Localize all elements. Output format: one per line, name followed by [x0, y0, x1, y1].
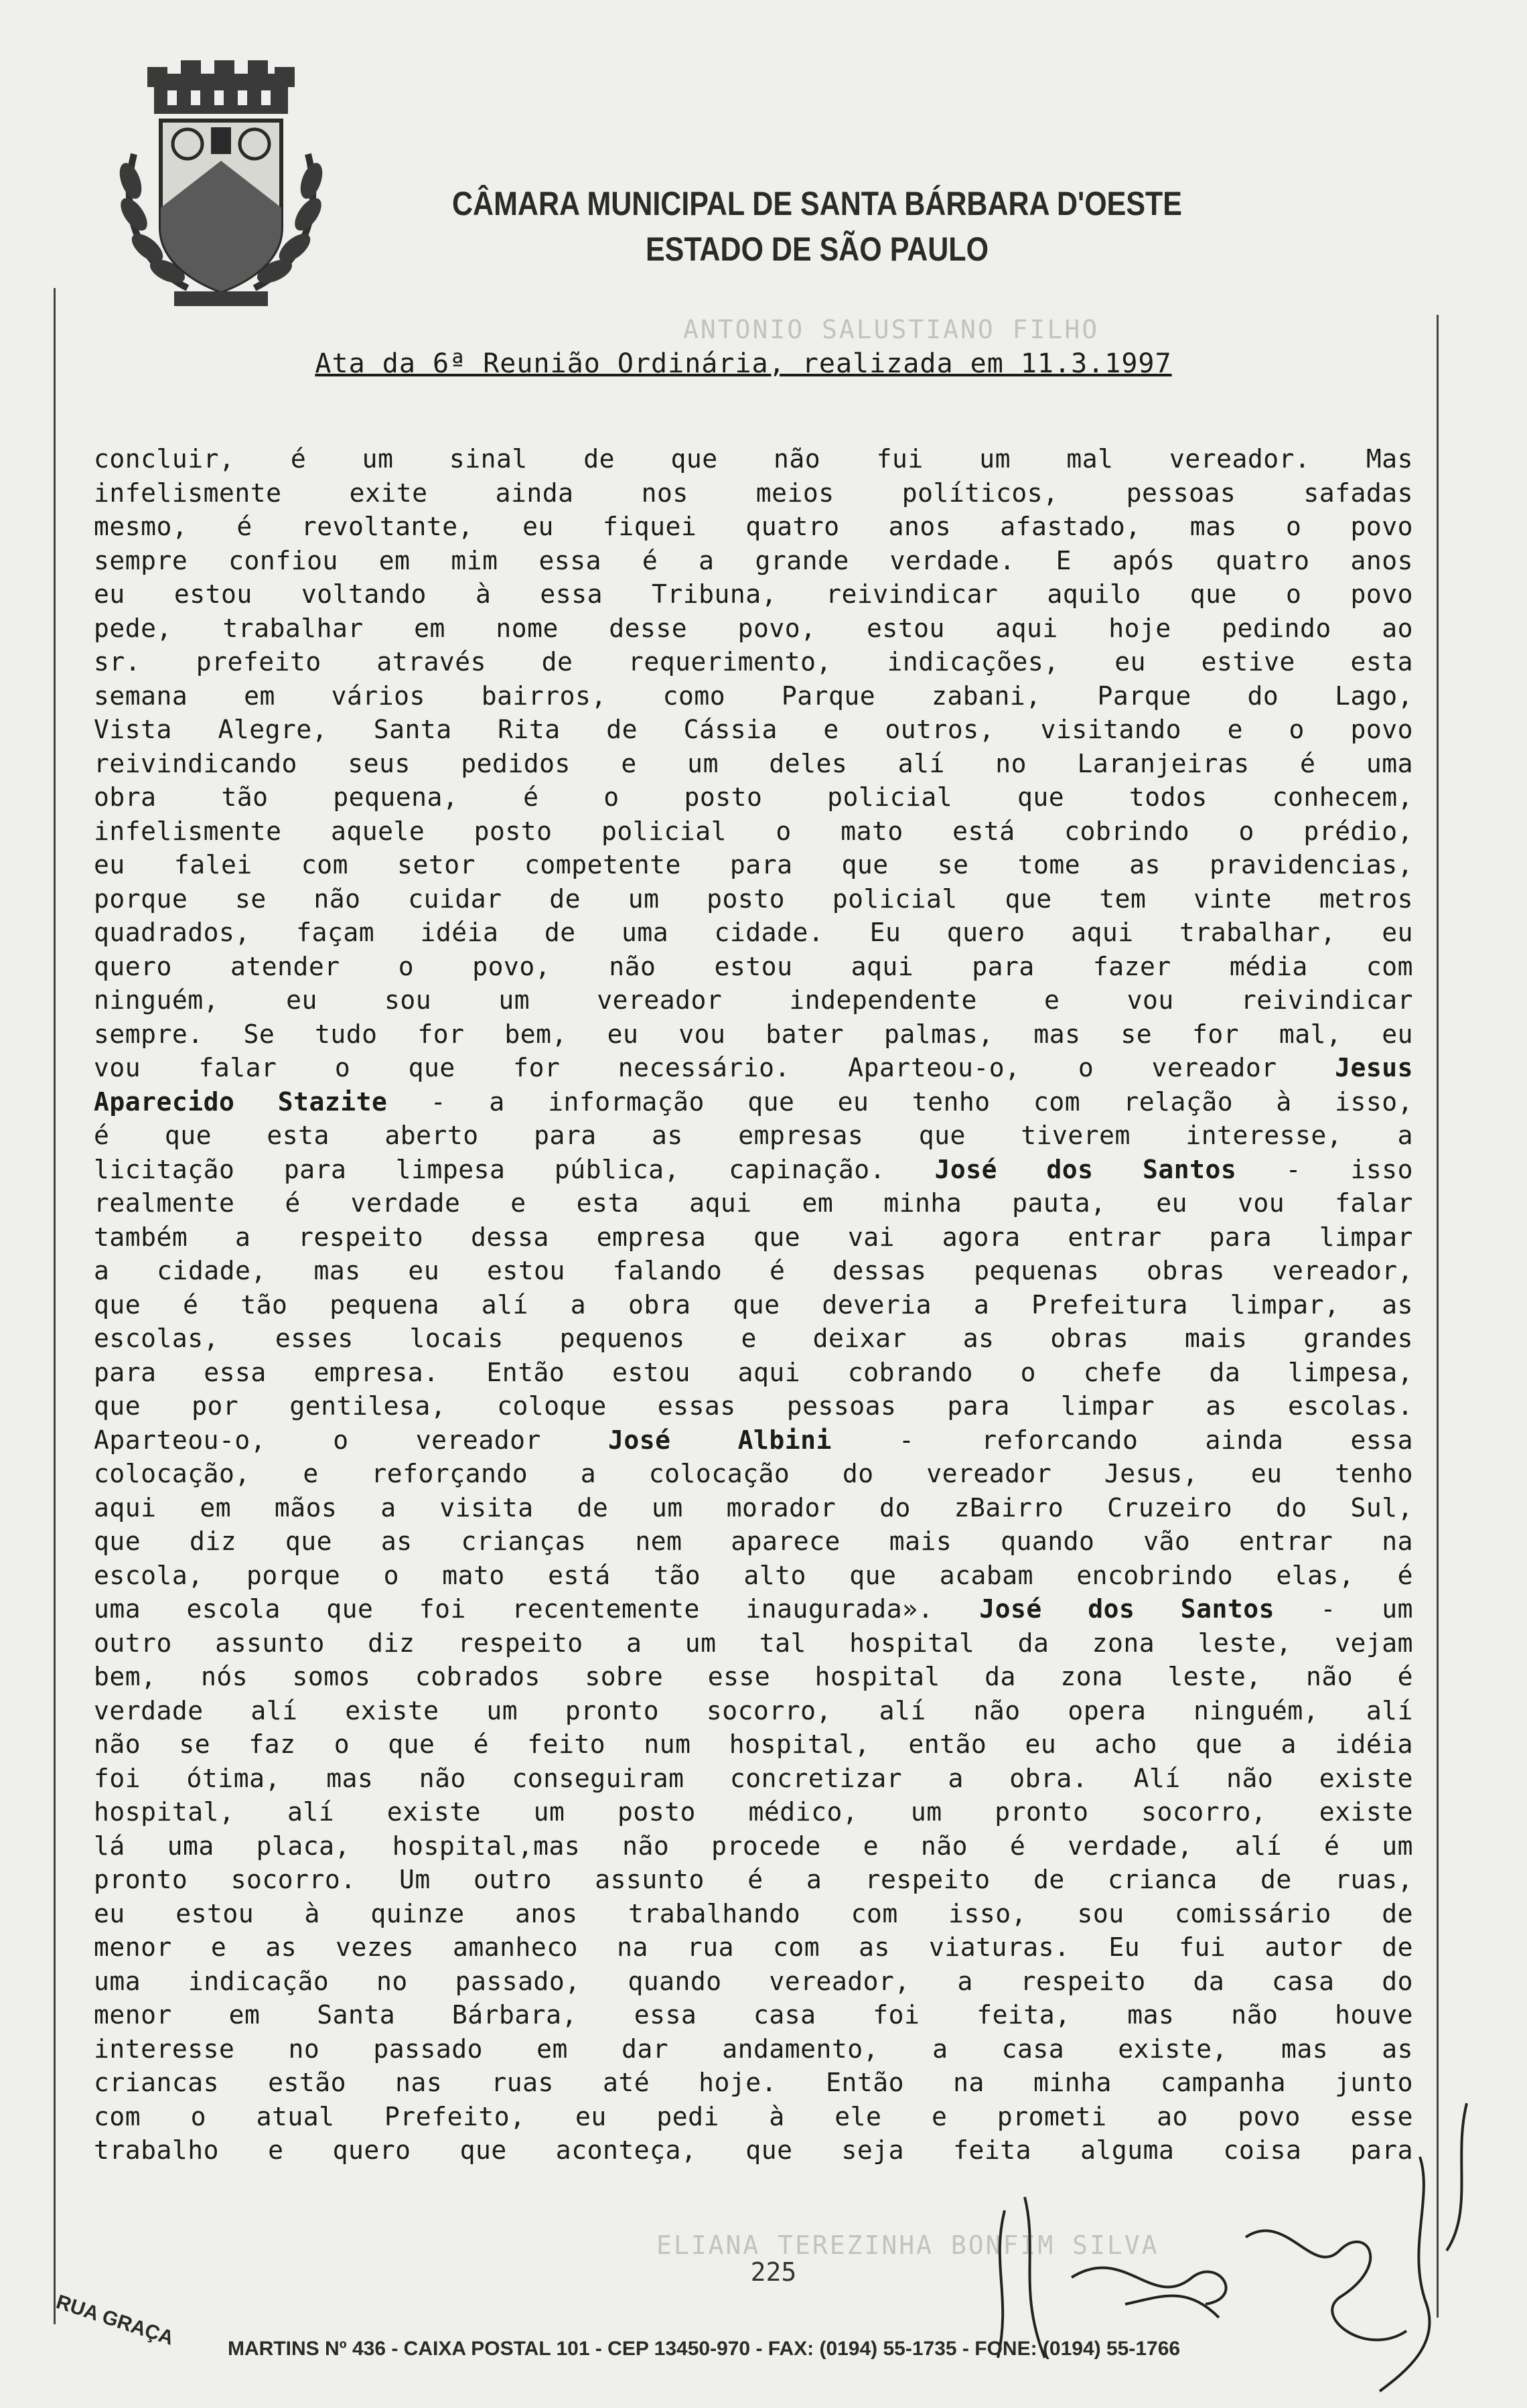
text-line: uma indicação no passado, quando vereador, a respeito da casa do — [94, 1966, 1413, 1996]
text-line: interesse no passado em dar andamento, a casa existe, mas as — [94, 2034, 1413, 2064]
text-line: colocação, e reforçando a colocação do vereador Jesus, eu tenho — [94, 1459, 1413, 1488]
text-line: pede, trabalhar em nome desse povo, estou aqui hoje pedindo ao — [94, 613, 1413, 643]
text-line: é que esta aberto para as empresas que tiverem interesse, a — [94, 1121, 1413, 1150]
text-line: Vista Alegre, Santa Rita de Cássia e outros, visitando e o povo — [94, 715, 1413, 744]
text-line: sempre confiou em mim essa é a grande verdade. E após quatro anos — [94, 545, 1413, 575]
text-line: que diz que as crianças nem aparece mais quando vão entrar na — [94, 1527, 1413, 1556]
text-line: não se faz o que é feito num hospital, então eu acho que a idéia — [94, 1729, 1413, 1759]
margin-rule-left — [54, 288, 56, 2324]
text-line: sr. prefeito através de requerimento, indicações, eu estive esta — [94, 647, 1413, 677]
margin-rule-right — [1437, 315, 1439, 2318]
text-line: concluir, é um sinal de que não fui um mal vereador. Mas — [94, 444, 1413, 474]
speaker-name: José Albini — [607, 1425, 832, 1455]
text-line: hospital, alí existe um posto médico, um pronto socorro, existe — [94, 1797, 1413, 1827]
text-line: reivindicando seus pedidos e um deles alí no Laranjeiras é uma — [94, 748, 1413, 778]
text-line: uma escola que foi recentemente inaugurada». José dos Santos - um — [94, 1594, 1414, 1624]
speaker-name: Aparecido Stazite — [94, 1086, 388, 1117]
speaker-name: José dos Santos — [979, 1594, 1275, 1624]
text-line: mesmo, é revoltante, eu fiquei quatro anos afastado, mas o povo — [94, 512, 1413, 541]
text-line: eu falei com setor competente para que se tome as pravidencias, — [94, 850, 1413, 879]
footer-address: MARTINS Nº 436 - CAIXA POSTAL 101 - CEP 13450-970 - FAX: (0194) 55-1735 - FONE: (0194) 55-1766 — [228, 2338, 1181, 2360]
text-line: ninguém, eu sou um vereador independente e vou reivindicar — [94, 985, 1413, 1015]
text-line: vou falar o que for necessário. Aparteou-o, o vereador Jesus — [94, 1053, 1413, 1082]
footer — [47, 2291, 1487, 2371]
letterhead-state: ESTADO DE SÃO PAULO — [645, 230, 989, 268]
text-line: sempre. Se tudo for bem, eu vou bater palmas, mas se for mal, eu — [94, 1019, 1413, 1049]
text-line: realmente é verdade e esta aqui em minha pauta, eu vou falar — [94, 1188, 1413, 1218]
text-line: com o atual Prefeito, eu pedi à ele e prometi ao povo esse — [94, 2101, 1413, 2131]
text-line: lá uma placa, hospital,mas não procede e não é verdade, alí é um — [94, 1831, 1413, 1861]
text-line: quadrados, façam idéia de uma cidade. Eu quero aqui trabalhar, eu — [94, 918, 1413, 947]
text-line: infelismente exite ainda nos meios políticos, pessoas safadas — [94, 478, 1413, 508]
text-line: criancas estão nas ruas até hoje. Então na minha campanha junto — [94, 2068, 1413, 2097]
text-line: que é tão pequena alí a obra que deveria a Prefeitura limpar, as — [94, 1289, 1413, 1320]
text-line: aqui em mãos a visita de um morador do zBairro Cruzeiro do Sul, — [94, 1492, 1413, 1522]
text-line: foi ótima, mas não conseguiram concretizar a obra. Alí não existe — [94, 1763, 1413, 1793]
text-line: escola, porque o mato está tão alto que acabam encobrindo elas, é — [94, 1560, 1413, 1590]
text-line: escolas, esses locais pequenos e deixar as obras mais grandes — [94, 1324, 1413, 1353]
minutes-title: Ata da 6ª Reunião Ordinária, realizada em 11.3.1997 — [315, 348, 1172, 379]
municipal-coat-of-arms-icon — [107, 60, 335, 315]
text-line: que por gentilesa, coloque essas pessoas para limpar as escolas. — [94, 1391, 1413, 1421]
letterhead — [356, 181, 1278, 272]
text-line: porque se não cuidar de um posto policial que tem vinte metros — [94, 883, 1413, 914]
footer-street-prefix: RUA GRAÇA — [53, 2291, 177, 2350]
text-line: para essa empresa. Então estou aqui cobrando o chefe da limpesa, — [94, 1357, 1413, 1387]
text-line: pronto socorro. Um outro assunto é a respeito de crianca de ruas, — [94, 1865, 1413, 1894]
text-line: bem, nós somos cobrados sobre esse hospital da zona leste, não é — [94, 1662, 1413, 1691]
text-line: menor e as vezes amanheco na rua com as viaturas. Eu fui autor de — [94, 1932, 1413, 1962]
speaker-name: José dos Santos — [934, 1154, 1237, 1184]
text-line: infelismente aquele posto policial o mato está cobrindo o prédio, — [94, 816, 1413, 846]
speaker-name: Jesus — [1335, 1053, 1413, 1082]
text-line: eu estou voltando à essa Tribuna, reivindicar aquilo que o povo — [94, 579, 1413, 609]
page-number: 225 — [750, 2257, 797, 2287]
text-line: eu estou à quinze anos trabalhando com isso, sou comissário de — [94, 1898, 1413, 1928]
watermark-bottom: ELIANA TEREZINHA BONFIM SILVA — [656, 2230, 1159, 2260]
text-line: licitação para limpesa pública, capinação. José dos Santos - isso — [94, 1154, 1413, 1184]
text-line: semana em vários bairros, como Parque zabani, Parque do Lago, — [94, 681, 1413, 711]
text-line: Aparecido Stazite - a informação que eu tenho com relação à isso, — [94, 1086, 1413, 1117]
minutes-body — [94, 442, 1413, 2168]
text-line: a cidade, mas eu estou falando é dessas pequenas obras vereador, — [94, 1256, 1413, 1285]
text-line: menor em Santa Bárbara, essa casa foi feita, mas não houve — [94, 2000, 1413, 2030]
text-line: obra tão pequena, é o posto policial que todos conhecem, — [94, 782, 1413, 812]
text-line: trabalho e quero que aconteça, que seja feita alguma coisa para — [94, 2135, 1413, 2165]
text-line: Aparteou-o, o vereador José Albini - reforcando ainda essa — [94, 1425, 1413, 1455]
watermark-top: ANTONIO SALUSTIANO FILHO — [683, 315, 1100, 344]
text-line: verdade alí existe um pronto socorro, alí não opera ninguém, alí — [94, 1695, 1413, 1725]
text-line: quero atender o povo, não estou aqui para fazer média com — [94, 951, 1413, 981]
text-line: também a respeito dessa empresa que vai agora entrar para limpar — [94, 1222, 1413, 1252]
text-line: outro assunto diz respeito a um tal hospital da zona leste, vejam — [94, 1628, 1413, 1658]
letterhead-institution: CÂMARA MUNICIPAL DE SANTA BÁRBARA D'OESTE — [452, 185, 1182, 222]
